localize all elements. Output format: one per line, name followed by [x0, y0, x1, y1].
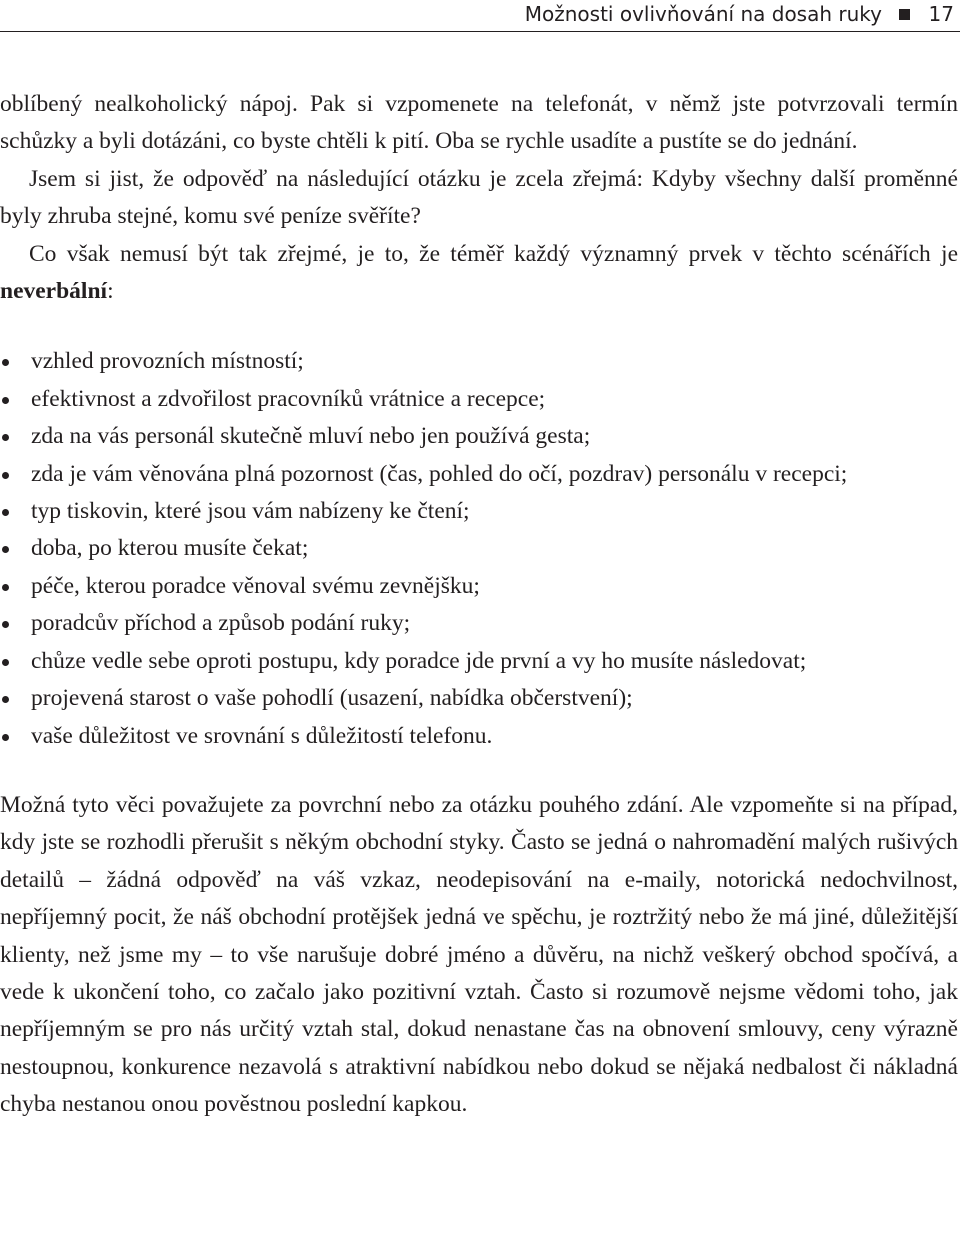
bullet-icon [2, 434, 9, 441]
list-item-text: vzhled provozních místností; [31, 348, 304, 375]
paragraph-nonverbal-lead: Co však nemusí být tak zřejmé, je to, že téměř každý významný prvek v těchto scénářích je [29, 240, 958, 267]
list-item-text: chůze vedle sebe oproti postupu, kdy poradce jde první a vy ho musíte následovat; [31, 647, 807, 674]
list-item-text: doba, po kterou musíte čekat; [31, 535, 309, 562]
nonverbal-elements-list [0, 343, 958, 754]
bullet-icon [2, 696, 9, 703]
bullet-icon [2, 397, 9, 404]
list-item-text: poradcův příchod a způsob podání ruky; [31, 610, 411, 637]
page-number: 17 [928, 2, 954, 26]
list-item-text: efektivnost a zdvořilost pracovníků vrátnice a recepce; [31, 385, 546, 412]
bullet-icon [2, 734, 9, 741]
list-item [0, 605, 958, 642]
list-item [0, 718, 958, 755]
bullet-icon [2, 659, 9, 666]
list-item-text: péče, kterou poradce věnoval svému zevnějšku; [31, 572, 480, 599]
list-item [0, 493, 958, 530]
running-title: Možnosti ovlivňování na dosah ruky [524, 2, 882, 26]
header-rule [0, 31, 960, 32]
paragraph-superficial-things: Možná tyto věci považujete za povrchní nebo za otázku pouhého zdání. Ale vzpomeňte si na případ, kdy jste se rozhodli přerušit s někým obchodní styky. Často se jedná o nahromadění malých rušivých detailů – žádná odpověď na váš vzkaz, neodepisování na e-maily, notorická nedochvilnost, nepříjemný pocit, že náš obchodní protějšek jedná ve spěchu, je roztržitý nebo že má jiné, důležitější klienty, než jsme my – to vše narušuje dobré jméno a důvěru, na nichž veškerý obchod spočívá, a vede k ukončení toho, co začalo jako pozitivní vztah. Často si rozumově nejsme vědomi toho, jak nepříjemným se pro nás určitý vztah stal, dokud nenastane čas na obnovení smlouvy, ceny výrazně nestoupnou, konkurence nezavolá s atraktivní nabídkou nebo dokud se nějaká nedbalost či nákladná chyba nestanou onou pověstnou poslední kapkou. [0, 791, 958, 1118]
paragraph-nonverbal-intro [0, 236, 958, 311]
paragraph-continuation: oblíbený nealkoholický nápoj. Pak si vzpomenete na telefonát, v němž jste potvrzovali termín schůzky a byli dotázáni, co byste chtěli k pití. Oba se rychle usadíte a pustíte se do jednání. [0, 91, 958, 155]
page-body [0, 86, 958, 1124]
list-item [0, 530, 958, 567]
list-item-text: zda je vám věnována plná pozornost (čas, pohled do očí, pozdrav) personálu v recepci; [31, 460, 848, 487]
bullet-icon [2, 359, 9, 366]
running-header [0, 0, 960, 32]
list-item-text: vaše důležitost ve srovnání s důležitostí telefonu. [31, 722, 493, 749]
list-item [0, 381, 958, 418]
square-bullet-icon [899, 9, 910, 20]
list-item [0, 456, 958, 493]
list-item [0, 343, 958, 380]
list-item-text: typ tiskovin, které jsou vám nabízeny ke čtení; [31, 498, 470, 525]
paragraph-nonverbal-colon: : [107, 278, 114, 305]
list-item [0, 680, 958, 717]
list-item [0, 643, 958, 680]
bullet-icon [2, 621, 9, 628]
bullet-icon [2, 584, 9, 591]
paragraph-question: Jsem si jist, že odpověď na následující otázku je zcela zřejmá: Kdyby všechny další proměnné byly zhruba stejné, komu své peníze svěříte? [0, 165, 958, 230]
list-item [0, 568, 958, 605]
list-item-text: zda na vás personál skutečně mluví nebo jen používá gesta; [31, 423, 591, 450]
bullet-icon [2, 509, 9, 516]
emphasis-nonverbal: neverbální [0, 278, 108, 305]
bullet-icon [2, 472, 9, 479]
list-item-text: projevená starost o vaše pohodlí (usazení, nabídka občerstvení); [31, 685, 633, 712]
list-item [0, 418, 958, 455]
bullet-icon [2, 546, 9, 553]
